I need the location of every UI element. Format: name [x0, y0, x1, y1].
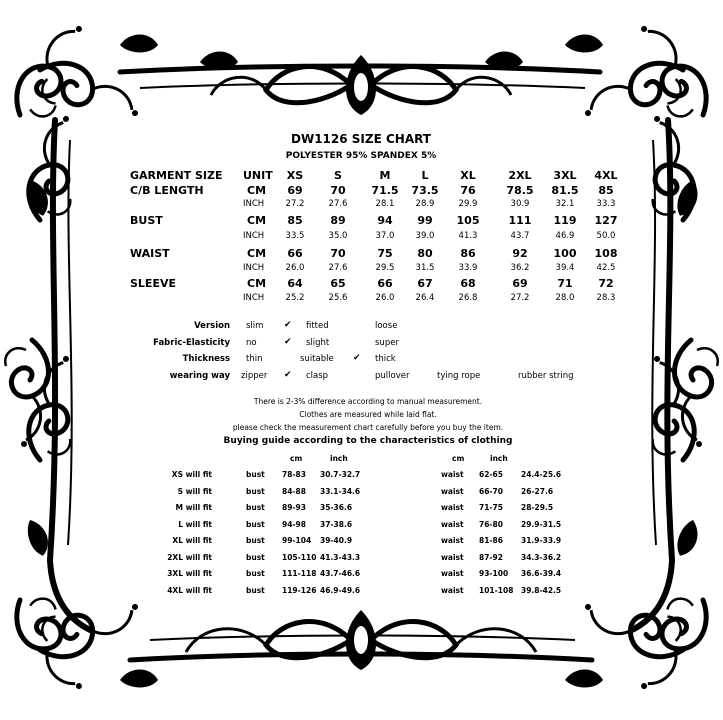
measure-label: C/B LENGTH — [130, 184, 204, 197]
characteristic-option: thin — [246, 354, 263, 364]
characteristic-option: zipper — [241, 371, 268, 381]
guide-bust-label: bust — [246, 503, 265, 512]
measure-label: SLEEVE — [130, 277, 176, 290]
table-cell-cm: 69 — [287, 184, 303, 197]
page-title: DW1126 SIZE CHART — [291, 132, 431, 146]
table-cell-cm: 70 — [330, 247, 346, 260]
guide-waist-inch: 24.4-25.6 — [521, 470, 562, 479]
guide-waist-cm: 81-86 — [479, 536, 503, 545]
header-size: 3XL — [553, 169, 577, 182]
table-cell-inch: 36.2 — [510, 263, 530, 273]
guide-waist-inch: 39.8-42.5 — [521, 585, 562, 595]
guide-waist-label: waist — [441, 486, 464, 496]
guide-bust-inch: 30.7-32.7 — [320, 470, 361, 479]
unit-cm: CM — [247, 277, 267, 290]
guide-bust-label: bust — [246, 519, 265, 529]
table-cell-cm: 80 — [417, 247, 433, 260]
table-cell-inch: 39.0 — [415, 231, 435, 241]
guide-bust-inch: 39-40.9 — [320, 536, 353, 545]
guide-bust-label: bust — [246, 470, 265, 479]
characteristic-option: no — [246, 338, 257, 348]
guide-bust-label: bust — [246, 585, 265, 595]
characteristic-option: super — [375, 338, 399, 348]
table-cell-cm: 71 — [557, 277, 573, 290]
header-size: M — [379, 169, 391, 182]
guide-waist-label: waist — [441, 552, 464, 562]
guide-waist-cm: 101-108 — [479, 585, 514, 595]
guide-waist-cm: 87-92 — [479, 552, 503, 562]
guide-waist-inch: 26-27.6 — [521, 486, 554, 496]
guide-waist-inch: 28-29.5 — [521, 503, 554, 512]
header-size: XS — [286, 169, 304, 182]
table-cell-inch: 26.4 — [415, 293, 435, 303]
guide-header-inch: inch — [330, 454, 348, 463]
table-cell-cm: 94 — [377, 214, 393, 227]
characteristic-option: slim — [246, 321, 264, 331]
check-icon: ✔ — [353, 353, 361, 363]
unit-cm: CM — [247, 184, 267, 197]
characteristic-option: rubber string — [518, 371, 574, 381]
table-cell-cm: 68 — [460, 277, 476, 290]
guide-waist-label: waist — [441, 585, 464, 595]
characteristic-option: loose — [375, 321, 398, 331]
table-cell-inch: 27.6 — [328, 263, 348, 273]
table-cell-cm: 72 — [598, 277, 614, 290]
guide-bust-inch: 37-38.6 — [320, 519, 353, 529]
table-cell-inch: 32.1 — [555, 199, 575, 209]
material-subtitle: POLYESTER 95% SPANDEX 5% — [285, 151, 437, 161]
table-cell-cm: 81.5 — [551, 184, 579, 197]
table-cell-cm: 78.5 — [506, 184, 534, 197]
header-unit: UNIT — [243, 169, 273, 182]
measure-label: BUST — [130, 214, 163, 227]
table-cell-cm: 85 — [598, 184, 614, 197]
characteristic-option: suitable — [300, 354, 334, 364]
guide-fit-label: 4XL will fit — [167, 585, 212, 595]
guide-waist-inch: 31.9-33.9 — [521, 536, 562, 545]
guide-bust-inch: 43.7-46.6 — [320, 569, 361, 578]
guide-header-inch: inch — [490, 454, 508, 463]
header-size: 2XL — [508, 169, 532, 182]
table-cell-cm: 67 — [417, 277, 433, 290]
check-icon: ✔ — [284, 370, 292, 380]
guide-fit-label: XS will fit — [171, 470, 212, 479]
table-cell-cm: 70 — [330, 184, 346, 197]
guide-waist-cm: 66-70 — [479, 486, 503, 496]
guide-bust-cm: 119-126 — [282, 585, 317, 595]
guide-waist-inch: 29.9-31.5 — [521, 519, 562, 529]
table-cell-inch: 29.5 — [375, 263, 395, 273]
table-cell-cm: 66 — [377, 277, 393, 290]
table-cell-inch: 35.0 — [328, 231, 348, 241]
table-cell-cm: 127 — [594, 214, 618, 227]
table-cell-inch: 37.0 — [375, 231, 395, 241]
guide-waist-label: waist — [441, 519, 464, 529]
table-cell-cm: 75 — [377, 247, 393, 260]
table-cell-inch: 28.9 — [415, 199, 435, 209]
table-cell-inch: 26.8 — [458, 293, 478, 303]
characteristic-option: tying rope — [437, 371, 481, 381]
table-cell-inch: 27.2 — [285, 199, 305, 209]
note-text: please check the measurement chart carefully before you buy the item. — [232, 423, 504, 432]
table-cell-inch: 27.6 — [328, 199, 348, 209]
measure-label: WAIST — [130, 247, 170, 260]
guide-bust-label: bust — [246, 536, 265, 545]
table-cell-inch: 30.9 — [510, 199, 530, 209]
guide-title: Buying guide according to the characteristics of clothing — [223, 436, 513, 446]
table-cell-inch: 28.1 — [375, 199, 395, 209]
characteristic-label: Thickness — [182, 354, 230, 364]
guide-fit-label: 2XL will fit — [167, 552, 212, 562]
guide-bust-label: bust — [246, 552, 265, 562]
table-cell-cm: 66 — [287, 247, 303, 260]
characteristic-option: clasp — [306, 371, 329, 381]
table-cell-cm: 64 — [287, 277, 303, 290]
table-cell-cm: 100 — [553, 247, 577, 260]
table-cell-inch: 28.3 — [596, 293, 616, 303]
guide-bust-inch: 33.1-34.6 — [320, 486, 361, 496]
table-cell-cm: 86 — [460, 247, 476, 260]
table-cell-inch: 42.5 — [596, 263, 616, 273]
table-cell-inch: 27.2 — [510, 293, 530, 303]
table-cell-cm: 69 — [512, 277, 528, 290]
table-cell-cm: 111 — [508, 214, 532, 227]
guide-waist-cm: 93-100 — [479, 569, 509, 578]
guide-bust-cm: 105-110 — [282, 552, 317, 562]
table-cell-inch: 33.3 — [596, 199, 616, 209]
header-size: L — [421, 169, 429, 182]
guide-bust-cm: 111-118 — [282, 569, 317, 578]
guide-waist-inch: 36.6-39.4 — [521, 569, 562, 578]
table-cell-cm: 108 — [594, 247, 618, 260]
table-cell-cm: 65 — [330, 277, 346, 290]
guide-waist-cm: 71-75 — [479, 503, 503, 512]
note-text: Clothes are measured while laid flat. — [299, 410, 437, 419]
guide-fit-label: 3XL will fit — [167, 569, 212, 578]
header-size: 4XL — [594, 169, 618, 182]
table-cell-cm: 85 — [287, 214, 303, 227]
guide-bust-inch: 41.3-43.3 — [320, 552, 361, 562]
guide-bust-cm: 89-93 — [282, 503, 306, 512]
characteristic-label: wearing way — [169, 371, 230, 381]
unit-cm: CM — [247, 214, 267, 227]
guide-waist-label: waist — [441, 503, 464, 512]
header-size: S — [334, 169, 342, 182]
guide-waist-label: waist — [441, 470, 464, 479]
unit-inch: INCH — [243, 199, 265, 209]
guide-bust-label: bust — [246, 486, 265, 496]
guide-bust-cm: 94-98 — [282, 519, 306, 529]
guide-waist-inch: 34.3-36.2 — [521, 552, 562, 562]
table-cell-inch: 50.0 — [596, 231, 616, 241]
unit-cm: CM — [247, 247, 267, 260]
unit-inch: INCH — [243, 293, 265, 303]
table-cell-inch: 26.0 — [285, 263, 305, 273]
guide-waist-cm: 76-80 — [479, 519, 503, 529]
guide-bust-label: bust — [246, 569, 265, 578]
table-cell-inch: 41.3 — [458, 231, 478, 241]
table-cell-inch: 33.9 — [458, 263, 478, 273]
characteristic-option: fitted — [306, 321, 329, 331]
guide-waist-label: waist — [441, 569, 464, 578]
table-cell-cm: 92 — [512, 247, 528, 260]
table-cell-inch: 25.2 — [285, 293, 305, 303]
table-cell-inch: 29.9 — [458, 199, 478, 209]
check-icon: ✔ — [284, 320, 292, 330]
guide-fit-label: M will fit — [175, 503, 212, 512]
characteristic-label: Version — [194, 321, 230, 331]
table-cell-cm: 119 — [553, 214, 577, 227]
guide-bust-cm: 78-83 — [282, 470, 306, 479]
characteristic-option: pullover — [375, 371, 410, 381]
table-cell-cm: 71.5 — [371, 184, 399, 197]
guide-bust-cm: 99-104 — [282, 536, 312, 545]
guide-header-cm: cm — [452, 454, 465, 463]
characteristic-label: Fabric-Elasticity — [153, 338, 230, 348]
table-cell-inch: 43.7 — [510, 231, 530, 241]
guide-bust-cm: 84-88 — [282, 486, 306, 496]
table-cell-cm: 73.5 — [411, 184, 439, 197]
table-cell-inch: 33.5 — [285, 231, 305, 241]
table-cell-cm: 105 — [456, 214, 480, 227]
characteristic-option: slight — [306, 338, 330, 348]
table-cell-cm: 89 — [330, 214, 346, 227]
guide-header-cm: cm — [290, 454, 303, 463]
unit-inch: INCH — [243, 231, 265, 241]
unit-inch: INCH — [243, 263, 265, 273]
table-cell-inch: 25.6 — [328, 293, 348, 303]
header-size: XL — [460, 169, 476, 182]
guide-fit-label: XL will fit — [172, 536, 212, 545]
guide-bust-inch: 35-36.6 — [320, 503, 353, 512]
table-cell-cm: 99 — [417, 214, 433, 227]
check-icon: ✔ — [284, 337, 292, 347]
table-cell-inch: 26.0 — [375, 293, 395, 303]
table-cell-inch: 31.5 — [415, 263, 435, 273]
note-text: There is 2-3% difference according to manual measurement. — [253, 397, 483, 406]
guide-fit-label: L will fit — [178, 519, 212, 529]
characteristic-option: thick — [375, 354, 396, 364]
table-cell-cm: 76 — [460, 184, 476, 197]
table-cell-inch: 46.9 — [555, 231, 575, 241]
table-cell-inch: 28.0 — [555, 293, 575, 303]
guide-waist-cm: 62-65 — [479, 470, 503, 479]
table-cell-inch: 39.4 — [555, 263, 575, 273]
guide-bust-inch: 46.9-49.6 — [320, 585, 361, 595]
guide-fit-label: S will fit — [177, 486, 212, 496]
header-garment-size: GARMENT SIZE — [130, 169, 223, 182]
guide-waist-label: waist — [441, 536, 464, 545]
